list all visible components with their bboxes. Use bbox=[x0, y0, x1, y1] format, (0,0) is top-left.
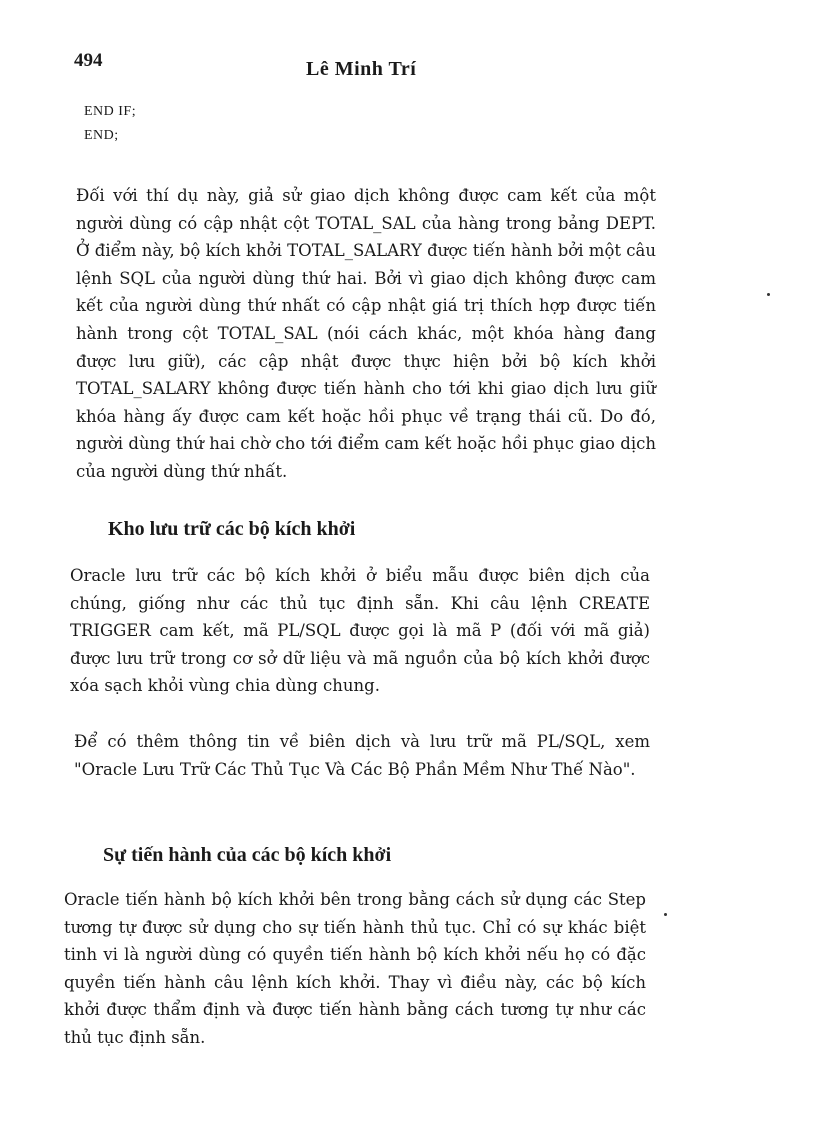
paragraph-trigger-execution: Oracle tiến hành bộ kích khởi bên trong bằng cách sử dụng các Step tương tự được sử dụng cho sự tiến hành thủ tục. Chỉ có sự khác biệt tinh vi là người dùng có quyền tiến hành bộ kích khởi nếu họ có đặc quyền tiến hành câu lệnh kích khởi. Thay vì điều này, các bộ kích khởi được thẩm định và được tiến hành bằng cách tương tự như các thủ tục định sẵn. bbox=[64, 890, 646, 1047]
page-number: 494 bbox=[74, 50, 103, 71]
code-line-end: END; bbox=[84, 128, 119, 143]
code-block bbox=[84, 100, 136, 148]
paragraph-trigger-storage: Oracle lưu trữ các bộ kích khởi ở biểu mẫu được biên dịch của chúng, giống như các thủ tục định sẵn. Khi câu lệnh CREATE TRIGGER cam kết, mã PL/SQL được gọi là mã P (đối với mã giả) được lưu trữ trong cơ sở dữ liệu và mã nguồn của bộ kích khởi được xóa sạch khỏi vùng chia dùng chung. bbox=[70, 566, 650, 696]
scan-speck bbox=[664, 913, 667, 916]
paragraph-trigger-example: Đối với thí dụ này, giả sử giao dịch không được cam kết của một người dùng có cập nhật cột TOTAL_SAL của hàng trong bảng DEPT. Ở điểm này, bộ kích khởi TOTAL_SALARY được tiến hành bởi một câu lệnh SQL của người dùng thứ hai. Bởi vì giao dịch không được cam kết của người dùng thứ nhất có cập nhật giá trị thích hợp được tiến hành trong cột TOTAL_SAL (nói cách khác, một khóa hàng đang được lưu giữ), các cập nhật được thực hiện bởi bộ kích khởi TOTAL_SALARY không được tiến hành cho tới khi giao dịch lưu giữ khóa hàng ấy được cam kết hoặc hồi phục về trạng thái cũ. Do đó, người dùng thứ hai chờ cho tới điểm cam kết hoặc hồi phục giao dịch của người dùng thứ nhất. bbox=[76, 186, 656, 481]
running-head: Lê Minh Trí bbox=[306, 58, 417, 80]
code-line-end-if: END IF; bbox=[84, 104, 137, 119]
scan-speck bbox=[767, 293, 770, 296]
section-heading-trigger-storage: Kho lưu trữ các bộ kích khởi bbox=[108, 518, 356, 540]
section-heading-trigger-execution: Sự tiến hành của các bộ kích khởi bbox=[103, 844, 392, 866]
paragraph-more-info: Để có thêm thông tin về biên dịch và lưu trữ mã PL/SQL, xem "Oracle Lưu Trữ Các Thủ Tục Và Các Bộ Phần Mềm Như Thế Nào". bbox=[74, 732, 650, 779]
